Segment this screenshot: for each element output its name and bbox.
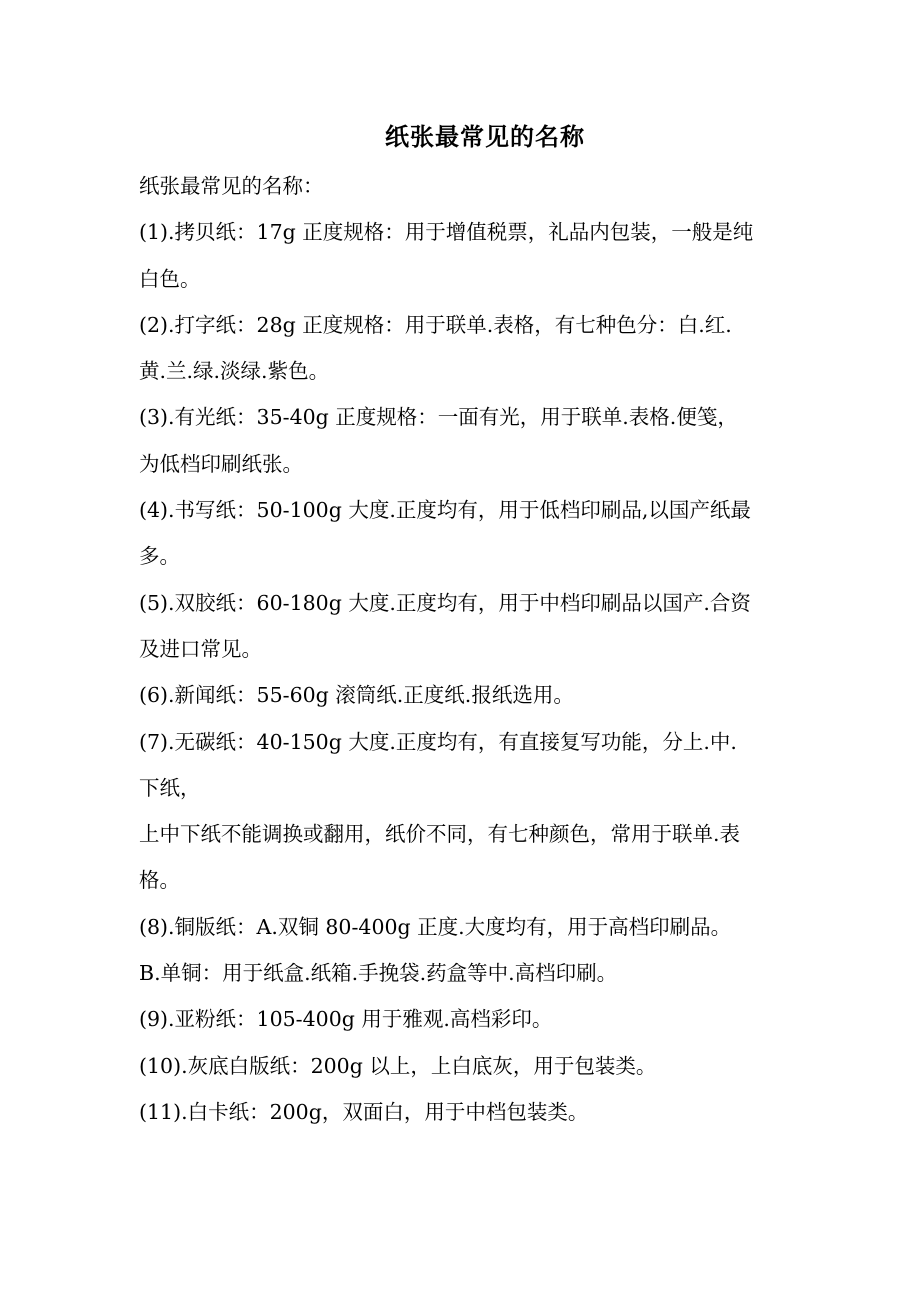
text-line: (3).有光纸：35-40g 正度规格：一面有光，用于联单.表格.便笺， bbox=[139, 405, 738, 430]
text-line: 格。 bbox=[139, 868, 180, 893]
text-line: 黄.兰.绿.淡绿.紫色。 bbox=[139, 359, 330, 384]
text-line: (7).无碳纸：40-150g 大度.正度均有，有直接复写功能，分上.中. bbox=[139, 729, 737, 754]
text-line: (4).书写纸：50-100g 大度.正度均有，用于低档印刷品,以国产纸最 bbox=[139, 498, 751, 523]
text-line: (9).亚粉纸：105-400g 用于雅观.高档彩印。 bbox=[139, 1007, 553, 1032]
text-line: (11).白卡纸：200g，双面白，用于中档包装类。 bbox=[139, 1099, 589, 1124]
text-line: 白色。 bbox=[139, 266, 201, 291]
text-line: (2).打字纸：28g 正度规格：用于联单.表格，有七种色分：白.红. bbox=[139, 312, 732, 337]
text-line: (8).铜版纸：A.双铜 80-400g 正度.大度均有，用于高档印刷品。 bbox=[139, 914, 732, 939]
text-line: 及进口常见。 bbox=[139, 636, 262, 661]
text-line: 下纸， bbox=[139, 775, 201, 800]
text-line: 纸张最常见的名称： bbox=[139, 174, 324, 198]
text-line: 为低档印刷纸张。 bbox=[139, 451, 303, 476]
document-title: 纸张最常见的名称 bbox=[385, 123, 585, 151]
text-line: 多。 bbox=[139, 544, 180, 569]
text-line: B.单铜：用于纸盒.纸箱.手挽袋.药盒等中.高档印刷。 bbox=[139, 961, 618, 986]
text-line: (10).灰底白版纸：200g 以上，上白底灰，用于包装类。 bbox=[139, 1053, 657, 1078]
text-line: (1).拷贝纸：17g 正度规格：用于增值税票，礼品内包装，一般是纯 bbox=[139, 220, 754, 245]
text-line: (5).双胶纸：60-180g 大度.正度均有，用于中档印刷品以国产.合资 bbox=[139, 590, 751, 615]
text-line: 上中下纸不能调换或翻用，纸价不同，有七种颜色，常用于联单.表 bbox=[139, 822, 741, 847]
document-body bbox=[139, 163, 789, 1135]
text-line: (6).新闻纸：55-60g 滚筒纸.正度纸.报纸选用。 bbox=[139, 683, 574, 708]
